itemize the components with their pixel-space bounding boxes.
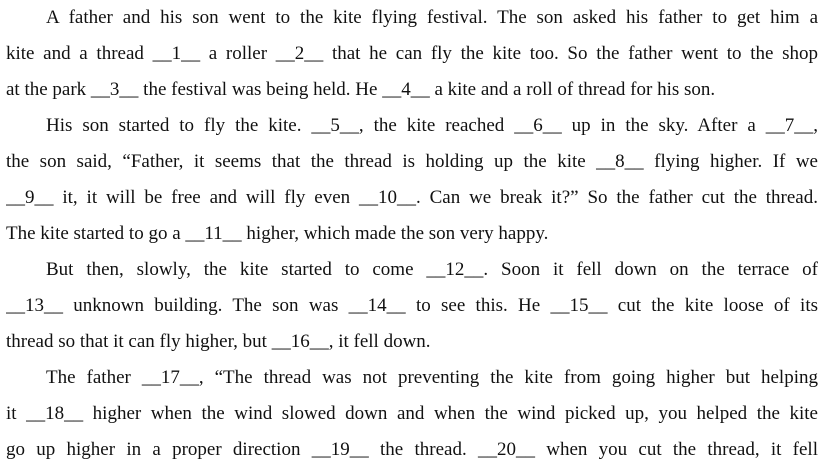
text-line-1: A father and his son went to the kite flying festival. The son asked his father to get him a [46, 7, 818, 28]
text-line-3: at the park __3__ the festival was being held. He __4__ a kite and a roll of thread for his son. [6, 79, 716, 100]
text-line-13: go up higher in a proper direction __19__ the thread. __20__ when you cut the thread, it fell [6, 439, 818, 460]
text-line-2: kite and a thread __1__ a roller __2__ that he can fly the kite too. So the father went to the shop [6, 43, 818, 64]
text-line-12: it __18__ higher when the wind slowed down and when the wind picked up, you helped the kite [6, 403, 818, 424]
text-line-7: The kite started to go a __11__ higher, which made the son very happy. [6, 223, 549, 244]
text-line-8: But then, slowly, the kite started to come __12__. Soon it fell down on the terrace of [46, 259, 818, 280]
text-line-5: the son said, “Father, it seems that the thread is holding up the kite __8__ flying higher. If we [6, 151, 818, 172]
text-line-6: __9__ it, it will be free and will fly even __10__. Can we break it?” So the father cut the thread. [6, 187, 818, 208]
passage [6, 0, 818, 468]
text-line-4: His son started to fly the kite. __5__, the kite reached __6__ up in the sky. After a __7__, [46, 115, 818, 136]
text-line-11: The father __17__, “The thread was not preventing the kite from going higher but helping [46, 367, 818, 388]
text-line-10: thread so that it can fly higher, but __16__, it fell down. [6, 331, 431, 352]
text-line-9: __13__ unknown building. The son was __14__ to see this. He __15__ cut the kite loose of its [6, 295, 818, 316]
